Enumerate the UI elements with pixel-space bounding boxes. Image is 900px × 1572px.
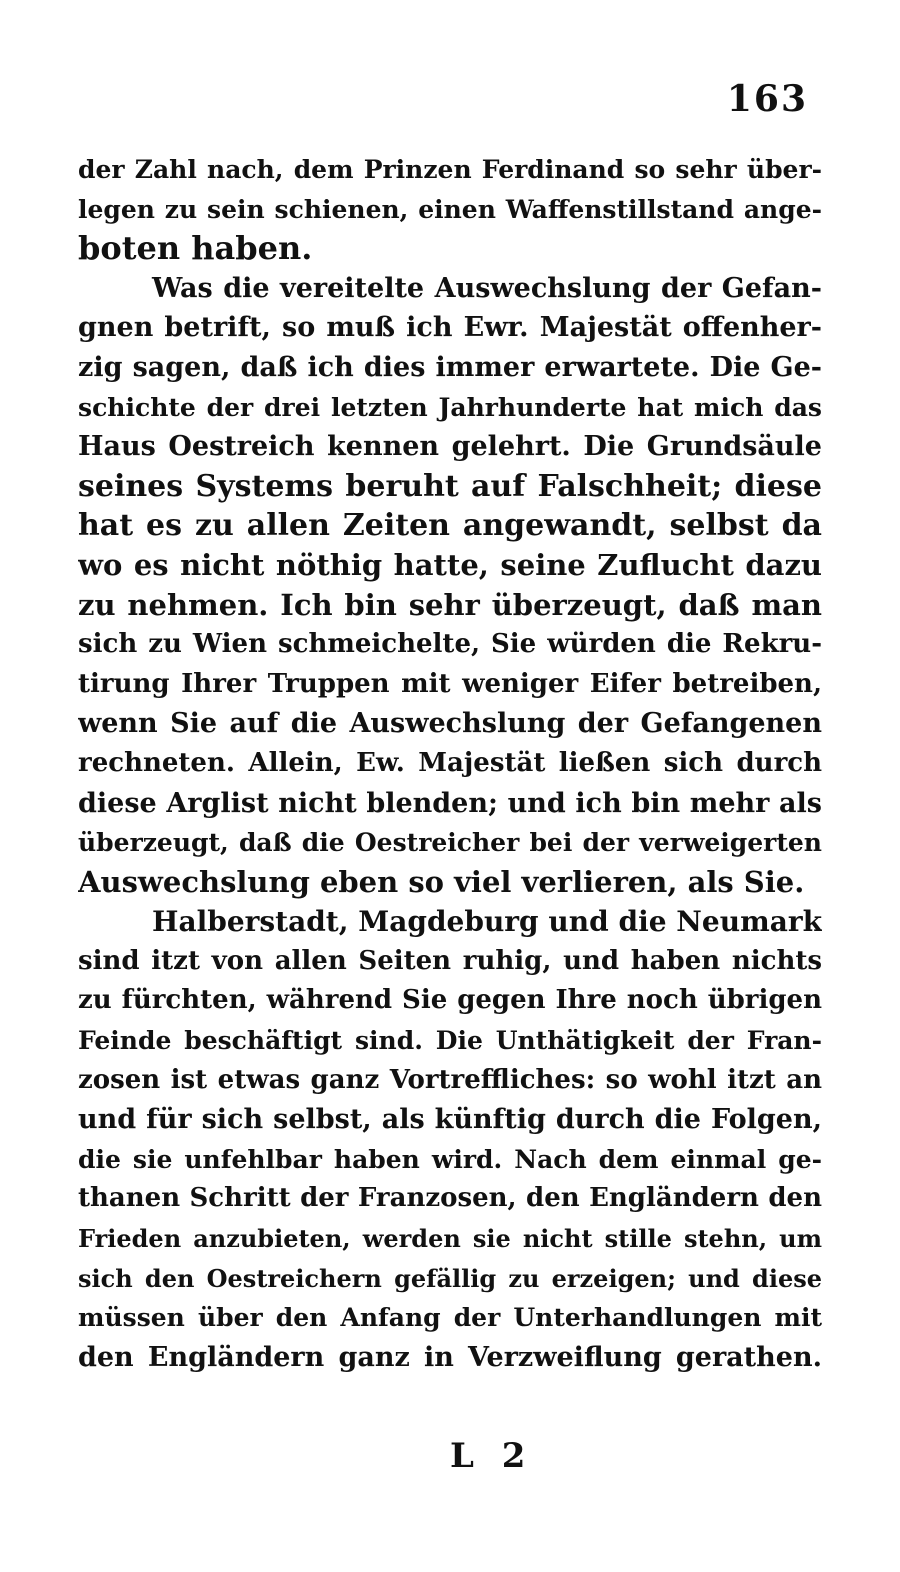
text-line: gnen betrift, so muß ich Ewr. Majestät offenher- bbox=[78, 312, 822, 344]
text-line: zosen ist etwas ganz Vortreffliches: so wohl itzt an bbox=[78, 1064, 822, 1095]
text-line: zu fürchten, während Sie gegen Ihre noch übrigen bbox=[78, 985, 822, 1016]
text-line: hat es zu allen Zeiten angewandt, selbst da bbox=[78, 508, 822, 544]
text-line: Halberstadt, Magdeburg und die Neumark bbox=[152, 905, 822, 939]
text-line: und für sich selbst, als künftig durch die Folgen, bbox=[78, 1104, 822, 1136]
text-line: der Zahl nach, dem Prinzen Ferdinand so sehr über- bbox=[78, 155, 822, 184]
text-line: zu nehmen. Ich bin sehr überzeugt, daß man bbox=[78, 587, 822, 622]
text-line: Auswechslung eben so viel verlieren, als Sie. bbox=[78, 864, 805, 899]
text-line: sich den Oestreichern gefällig zu erzeigen; und diese bbox=[78, 1263, 822, 1293]
text-line: überzeugt, daß die Oestreicher bei der verweigerten bbox=[78, 828, 822, 858]
text-line: wo es nicht nöthig hatte, seine Zuflucht dazu bbox=[78, 547, 822, 582]
text-line: sind itzt von allen Seiten ruhig, und haben nichts bbox=[78, 945, 822, 976]
text-line: seines Systems beruht auf Falschheit; diese bbox=[78, 468, 822, 504]
text-line: müssen über den Anfang der Unterhandlungen mit bbox=[78, 1303, 822, 1333]
text-line: wenn Sie auf die Auswechslung der Gefangenen bbox=[78, 708, 822, 740]
body-text bbox=[78, 150, 822, 1377]
text-line: Haus Oestreich kennen gelehrt. Die Grundsäule bbox=[78, 431, 822, 463]
page-number: 163 bbox=[726, 78, 808, 120]
text-line: rechneten. Allein, Ew. Majestät ließen sich durch bbox=[78, 747, 822, 778]
text-line: die sie unfehlbar haben wird. Nach dem einmal ge- bbox=[78, 1144, 822, 1174]
text-line: thanen Schritt der Franzosen, den Engländern den bbox=[78, 1183, 822, 1214]
text-line: schichte der drei letzten Jahrhunderte hat mich das bbox=[78, 392, 822, 422]
printer-signature-mark: L 2 bbox=[450, 1436, 534, 1476]
text-line: boten haben. bbox=[78, 229, 313, 268]
text-line: diese Arglist nicht blenden; und ich bin mehr als bbox=[78, 787, 822, 819]
text-line: tirung Ihrer Truppen mit weniger Eifer betreiben, bbox=[78, 668, 822, 699]
text-line: zig sagen, daß ich dies immer erwartete. Die Ge- bbox=[78, 351, 822, 383]
text-line: legen zu sein schienen, einen Waffenstillstand ange- bbox=[78, 194, 822, 224]
text-line: Feinde beschäftigt sind. Die Unthätigkeit der Fran- bbox=[78, 1026, 822, 1056]
text-line: Was die vereitelte Auswechslung der Gefan- bbox=[152, 272, 822, 304]
text-line: Frieden anzubieten, werden sie nicht stille stehn, um bbox=[78, 1224, 822, 1254]
text-line: sich zu Wien schmeichelte, Sie würden die Rekru- bbox=[78, 629, 822, 660]
text-line: den Engländern ganz in Verzweiflung gerathen. bbox=[78, 1341, 822, 1373]
